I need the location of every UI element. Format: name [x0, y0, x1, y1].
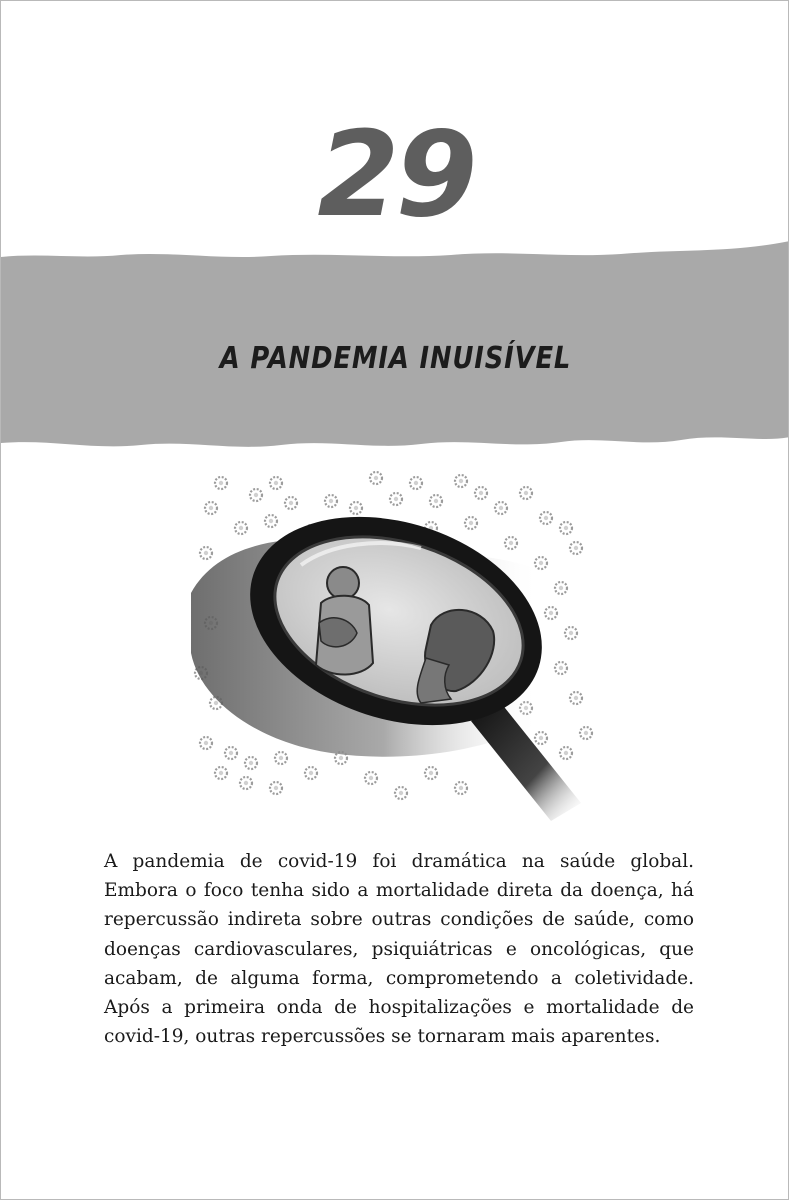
- chapter-number: 29: [317, 105, 474, 243]
- chapter-title: A PANDEMIA INUISÍVEL: [219, 341, 572, 376]
- body-paragraph: A pandemia de covid-19 foi dramática na saúde global. Embora o foco tenha sido a mortalidade direta da doença, há repercussão indireta sobre outras condições de saúde, como doenças cardiovasculares, psiquiátricas e oncológicas, que acabam, de alguma forma, comprometendo a coletividade. Após a primeira onda de hospitalizações e mortalidade de covid-19, outras repercussões se tornaram mais aparentes.: [104, 851, 694, 1048]
- magnifier-illustration: [181, 453, 621, 823]
